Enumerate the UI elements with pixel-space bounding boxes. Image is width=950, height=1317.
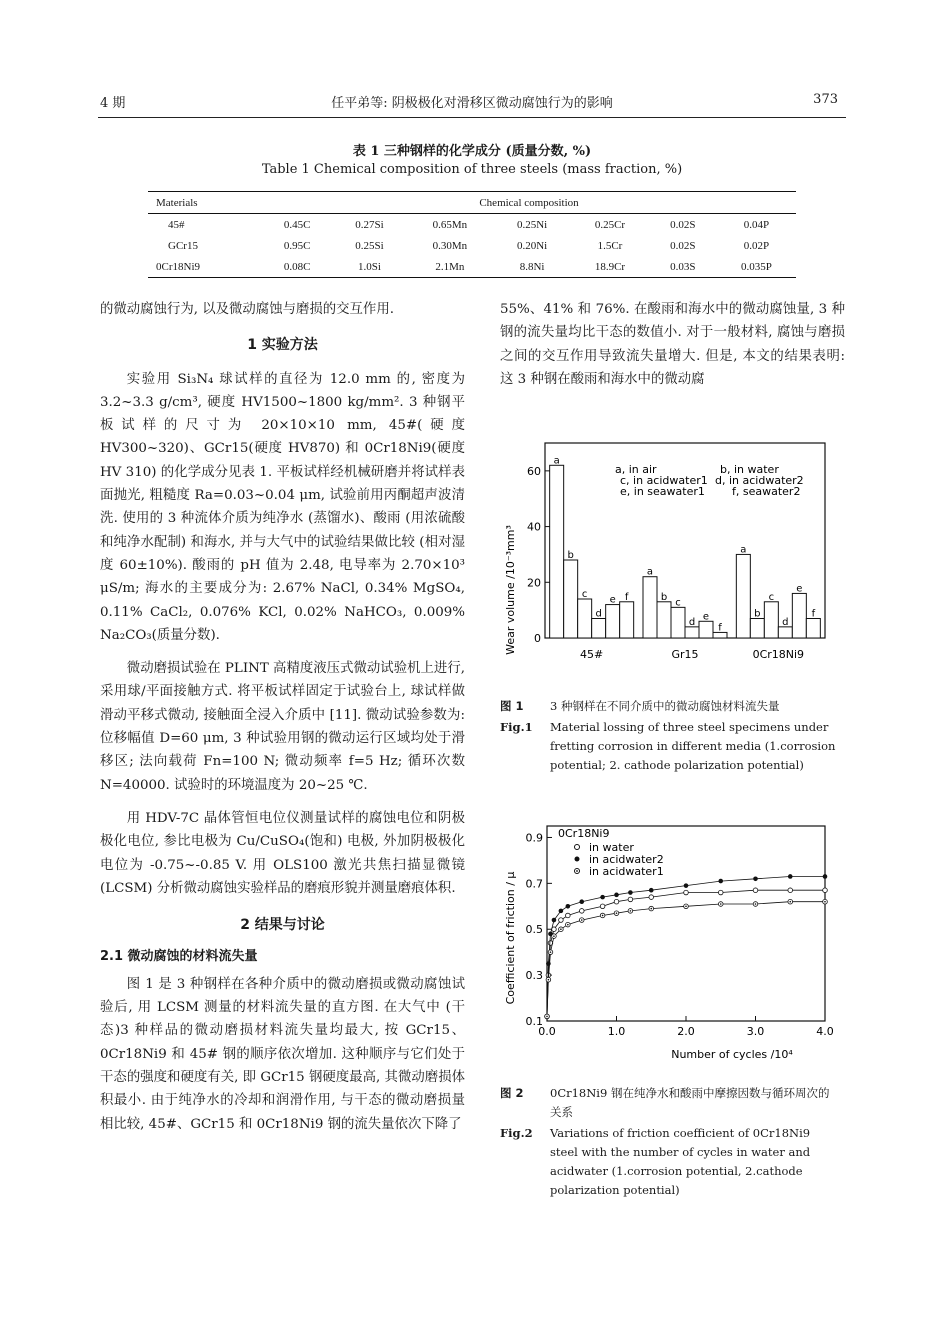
figure2-series <box>545 874 828 1019</box>
data-point-dot <box>616 912 618 914</box>
y-tick-label: 0.1 <box>525 1015 543 1028</box>
data-point <box>559 909 564 914</box>
bar-letter-label: e <box>702 611 710 623</box>
cell: 0.25Ni <box>516 218 548 231</box>
data-point <box>753 888 758 893</box>
paragraph: 图 1 是 3 种钢样在各种介质中的微动磨损或微动腐蚀试验后, 用 LCSM 测量的材料流失量的直方图. 在大气中 (干态)3 种样品的微动磨损材料流失量均最大, 按 GCr15、0Cr18Ni9 和 45# 钢的顺序依次增加. 这种顺序与它们处于干态的强度和硬度有关, 即 GCr15 钢硬度最高, 其微动磨损体积最小. 由于纯净水的冷却和润滑作用, 与干态的微动磨损量相比较, 45#、GCr15 和 0Cr18Ni9 钢的流失量依次下降了 <box>100 976 465 1132</box>
data-point <box>684 883 689 888</box>
cell: 0.30Mn <box>432 239 468 252</box>
legend-marker-dot <box>576 870 578 872</box>
legend-entry: a, in air <box>615 463 657 476</box>
paragraph: 55%、41% 和 76%. 在酸雨和海水中的微动腐蚀量, 3 种钢的流失量均比干态的数值小. 对于一般材料, 腐蚀与磨损之间的交互作用导致流失量增大. 但是, 本文的结果表明: 这 3 种钢在酸雨和海水中的微动腐 <box>500 302 845 387</box>
bar-letter-label: a <box>553 455 560 467</box>
cell: 0.25Si <box>355 239 384 252</box>
bar-letter-label: f <box>718 622 722 634</box>
left-column <box>100 298 465 1136</box>
x-tick-label: 1.0 <box>607 1025 626 1038</box>
paragraph: 用 HDV-7C 晶体管恒电位仪测量试样的腐蚀电位和阴极极化电位, 参比电极为 Cu/CuSO₄(饱和) 电极, 外加阴极极化电位为 -0.75~-0.85 V. 用 OLS100 激光共焦扫描显微镜 (LCSM) 分析微动腐蚀实验样品的磨痕形貌并测量磨痕体积. <box>100 810 465 896</box>
data-point <box>552 918 557 923</box>
legend-entry: in water <box>589 841 634 854</box>
section-heading: 2 结果与讨论 <box>240 917 325 934</box>
header-title: 任平弟等: 阴极极化对滑移区微动腐蚀行为的影响 <box>331 96 613 111</box>
figure2-caption-cn: 0Cr18Ni9 钢在纯净水和酸雨中摩擦因数与循环周次的关系 <box>550 1086 830 1119</box>
x-tick-label: 4.0 <box>816 1025 834 1038</box>
subsection-heading: 2.1 微动腐蚀的材料流失量 <box>100 949 258 965</box>
cell: 0.02P <box>743 239 770 252</box>
data-point-dot <box>567 924 569 926</box>
x-tick-label: Gr15 <box>671 648 699 661</box>
cell: 0.65Mn <box>432 218 468 231</box>
data-point-dot <box>548 979 550 981</box>
cell: 0.95C <box>283 239 311 252</box>
y-tick-label: 60 <box>527 464 541 478</box>
chart-title: 0Cr18Ni9 <box>558 827 610 840</box>
series-line <box>547 902 825 1017</box>
bar-letter-label: b <box>567 550 574 561</box>
header-issue: 4 期 <box>100 96 126 111</box>
th-composition: Chemical composition <box>262 192 796 214</box>
figure2-label-en: Fig.2 <box>500 1126 533 1140</box>
data-point-dot <box>602 915 604 917</box>
figure2-caption <box>500 1084 840 1200</box>
table-row <box>148 256 796 278</box>
bar-letter-label: e <box>609 594 616 606</box>
header-page-number: 373 <box>813 92 838 107</box>
figure1-label-en: Fig.1 <box>500 720 533 734</box>
data-point <box>559 918 564 923</box>
data-point <box>614 893 619 898</box>
data-point-dot <box>685 905 687 907</box>
legend-entry: c, in acidwater1 <box>620 474 708 487</box>
bar <box>550 465 564 638</box>
bar <box>657 602 671 638</box>
data-point <box>628 897 633 902</box>
bar-letter-label: d <box>782 616 789 628</box>
cell: 8.8Ni <box>493 256 571 278</box>
data-point <box>579 909 584 914</box>
cell: 0.035P <box>717 256 796 278</box>
data-point <box>649 888 654 893</box>
chemical-composition-table <box>148 191 796 278</box>
legend-marker-open <box>575 845 580 850</box>
cell: 0.02S <box>670 239 696 252</box>
section-heading: 1 实验方法 <box>247 337 318 354</box>
data-point <box>788 888 793 893</box>
data-point <box>718 879 723 884</box>
data-point-dot <box>553 935 555 937</box>
bar <box>806 619 820 639</box>
cell: 0.25Cr <box>594 218 626 231</box>
figure1-label-cn: 图 1 <box>500 699 524 713</box>
data-point <box>753 876 758 881</box>
data-point-dot <box>824 901 826 903</box>
cell-material: 0Cr18Ni9 <box>148 256 262 278</box>
bar-letter-label: b <box>754 608 761 620</box>
data-point <box>566 913 571 918</box>
figure1-bar-chart <box>500 425 845 675</box>
bar <box>792 593 806 638</box>
data-point-dot <box>789 901 791 903</box>
data-point-dot <box>720 903 722 905</box>
legend-entry: e, in seawater1 <box>620 485 705 498</box>
figure2-axes <box>526 826 834 1038</box>
bar <box>592 619 606 639</box>
series-line <box>547 890 825 1016</box>
data-point <box>600 895 605 900</box>
table-row <box>148 214 796 236</box>
x-axis-label: Number of cycles /10⁴ <box>671 1048 793 1061</box>
bar-letter-label: a <box>740 544 747 556</box>
bar-letter-label: d <box>688 616 696 628</box>
data-point <box>600 904 605 909</box>
x-tick-label: 0Cr18Ni9 <box>752 648 805 661</box>
bar-letter-label: c <box>581 589 588 600</box>
y-axis-label: Wear volume /10⁻³mm³ <box>504 525 517 655</box>
data-point-dot <box>650 908 652 910</box>
legend-entry: b, in water <box>720 463 779 476</box>
bar <box>671 607 685 638</box>
x-tick-label: 0.0 <box>538 1025 556 1038</box>
cell: 0.02S <box>670 218 696 231</box>
cell: 0.20Ni <box>516 239 548 252</box>
bar <box>685 627 699 638</box>
cell: 0.03S <box>649 256 717 278</box>
data-point <box>614 899 619 904</box>
cell: 0.27Si <box>355 218 384 231</box>
data-point <box>684 890 689 895</box>
data-point <box>579 899 584 904</box>
data-point <box>788 874 793 879</box>
data-point <box>718 890 723 895</box>
figure1-caption-en: Material lossing of three steel specimens under fretting corrosion in different media (1.corrosion potential; 2. cathode polarization potential) <box>550 720 836 772</box>
data-point-dot <box>581 919 583 921</box>
figure1-caption <box>500 697 840 775</box>
bar <box>736 554 750 638</box>
bar <box>778 627 792 638</box>
bar <box>643 577 657 638</box>
bar <box>578 599 592 638</box>
running-header <box>98 92 846 114</box>
th-materials: Materials <box>148 192 262 214</box>
data-point-dot <box>755 903 757 905</box>
bar-letter-label: c <box>675 597 681 609</box>
bar-letter-label: e <box>796 583 803 595</box>
x-tick-label: 45# <box>580 648 604 661</box>
y-tick-label: 0.7 <box>525 877 543 891</box>
legend-entry: f, seawater2 <box>732 485 801 498</box>
data-point-dot <box>630 910 632 912</box>
paragraph: 微动磨损试验在 PLINT 高精度液压式微动试验机上进行, 采用球/平面接触方式. 将平板试样固定于试验台上, 球试样做滑动平移式微动, 接触面全浸入介质中 [11]. 微动试验参数为: 位移幅值 D=60 μm, 3 种试验用钢的微动运行区域均处于滑移区; 法向载荷 Fn=100 N; 微动频率 f=5 Hz; 循环次数 N=40000. 试验时的环境温度为 20~25 ℃. <box>100 661 465 793</box>
bar <box>564 560 578 638</box>
legend-entry: in acidwater2 <box>589 853 664 866</box>
cell: 0.45C <box>283 218 311 231</box>
y-tick-label: 20 <box>527 576 541 590</box>
legend-entry: in acidwater1 <box>589 865 664 878</box>
header-rule <box>98 117 846 118</box>
figure2-label-cn: 图 2 <box>500 1086 524 1100</box>
y-tick-label: 0.5 <box>525 923 543 937</box>
figure2-caption-en: Variations of friction coefficient of 0Cr18Ni9 steel with the number of cycles in water and acidwater (1.corrosion potential, 2.cathode polarization potential) <box>550 1126 811 1197</box>
y-axis-label: Coefficient of friction / μ <box>504 871 517 1005</box>
cell: 1.5Cr <box>597 239 623 252</box>
data-point <box>649 895 654 900</box>
cell: 2.1Mn <box>407 256 494 278</box>
bar-letter-label: d <box>595 608 602 620</box>
table-row <box>148 235 796 256</box>
data-point-dot <box>560 928 562 930</box>
x-tick-label: 2.0 <box>677 1025 695 1038</box>
legend-entry: d, in acidwater2 <box>715 474 804 487</box>
cell-material: GCr15 <box>168 239 198 252</box>
bar <box>620 602 634 638</box>
cell: 1.0Si <box>332 256 406 278</box>
data-point-dot <box>546 1016 548 1018</box>
cell-material: 45# <box>168 218 185 231</box>
data-point <box>823 888 828 893</box>
bar <box>764 602 778 638</box>
figure2-line-chart <box>500 818 845 1068</box>
legend-marker-filled <box>575 857 580 862</box>
bar-letter-label: c <box>768 591 775 603</box>
y-tick-label: 0 <box>534 632 541 645</box>
cell: 18.9Cr <box>571 256 649 278</box>
y-tick-label: 0.9 <box>525 831 543 845</box>
paragraph: 的微动腐蚀行为, 以及微动腐蚀与磨损的交互作用. <box>100 302 394 317</box>
data-point <box>566 904 571 909</box>
cell: 0.08C <box>262 256 332 278</box>
data-point-dot <box>550 951 552 953</box>
table1-caption-cn: 表 1 三种钢样的化学成分 (质量分数, %) <box>352 144 592 159</box>
data-point <box>823 874 828 879</box>
bar <box>750 619 764 639</box>
x-tick-label: 3.0 <box>746 1025 765 1038</box>
bar <box>699 621 713 638</box>
paragraph: 实验用 Si₃N₄ 球试样的直径为 12.0 mm 的, 密度为 3.2~3.3 g/cm³, 硬度 HV1500~1800 kg/mm². 3 种钢平板试样的尺寸为 20×10×10 mm, 45#(硬度 HV300~320)、GCr15(硬度 HV870) 和 0Cr18Ni9(硬度 HV 310) 的化学成分见表 1. 平板试样经机械研磨并将试样表面抛光, 粗糙度 Ra=0.03~0.04 μm, 试验前用丙酮超声波清洗. 使用的 3 种流体介质为纯净水 (蒸馏水)、酸雨 (用浓硫酸和纯净水配制) 和海水, 并与大气中的试验结果做比较 (相对湿度 60±10%). 酸雨的 pH 值为 2.48, 电导率为 2.70×10³ μS/m; 海水的主要成分为: 2.67% NaCl, 0.34% MgSO₄, 0.11% CaCl₂, 0.076% KCl, 0.02% NaHCO₃, 0.009% Na₂CO₃(质量分数). <box>100 371 465 643</box>
y-tick-label: 0.3 <box>525 969 543 983</box>
y-tick-label: 40 <box>527 520 541 534</box>
bar-letter-label: b <box>660 591 668 603</box>
series-line <box>547 877 825 1017</box>
figure1-caption-cn: 3 种钢样在不同介质中的微动腐蚀材料流失量 <box>550 699 780 713</box>
bar-letter-label: f <box>624 591 629 603</box>
bar-letter-label: f <box>811 608 816 620</box>
bar-letter-label: a <box>646 566 654 578</box>
table1-caption-en: Table 1 Chemical composition of three steels (mass fraction, %) <box>261 162 683 177</box>
bar <box>606 605 620 638</box>
cell: 0.04P <box>743 218 770 231</box>
right-column <box>500 298 845 391</box>
data-point <box>628 890 633 895</box>
